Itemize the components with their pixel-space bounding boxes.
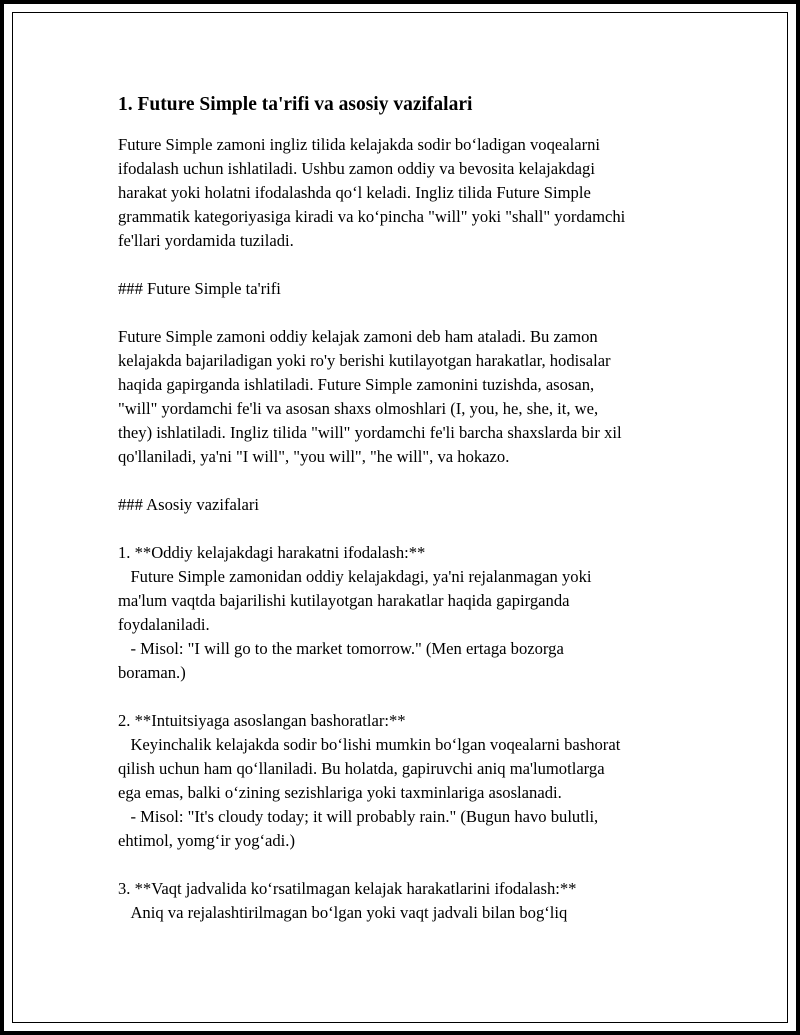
list-item-body: Keyinchalik kelajakda sodir boʻlishi mumkin boʻlgan voqealarni bashorat qilish uchun ham qoʻllaniladi. Bu holatda, gapiruvchi aniq ma'lumotlarga ega emas, balki oʻzining sezishlariga yoki taxminlariga asoslanadi.	[118, 735, 621, 802]
section-heading-definition: ### Future Simple ta'rifi	[118, 279, 281, 298]
list-item-example: - Misol: "It's cloudy today; it will probably rain." (Bugun havo bulutli, ehtimol, yomgʻir yogʻadi.)	[118, 807, 599, 850]
section-heading-functions: ### Asosiy vazifalari	[118, 495, 260, 514]
list-item-body: Aniq va rejalashtirilmagan boʻlgan yoki vaqt jadvali bilan bogʻliq	[118, 903, 568, 922]
list-item	[118, 877, 698, 925]
list-item	[118, 541, 698, 685]
document-title: 1. Future Simple ta'rifi va asosiy vazifalari	[118, 94, 473, 115]
list-item-example: - Misol: "I will go to the market tomorrow." (Men ertaga bozorga boraman.)	[118, 639, 564, 682]
list-item-heading: 3. **Vaqt jadvalida koʻrsatilmagan kelajak harakatlarini ifodalash:**	[118, 879, 577, 898]
list-item-heading: 2. **Intuitsiyaga asoslangan bashoratlar:**	[118, 711, 406, 730]
intro-paragraph: Future Simple zamoni ingliz tilida kelajakda sodir boʻladigan voqealarni ifodalash uchun ishlatiladi. Ushbu zamon oddiy va bevosita kelajakdagi harakat yoki holatni ifodalashda qoʻl keladi. Ingliz tilida Future Simple grammatik kategoriyasiga kiradi va koʻpincha "will" yoki "shall" yordamchi fe'llari yordamida tuziladi.	[118, 135, 626, 250]
document-body	[118, 92, 698, 949]
list-item	[118, 709, 698, 853]
list-item-heading: 1. **Oddiy kelajakdagi harakatni ifodalash:**	[118, 543, 426, 562]
definition-paragraph: Future Simple zamoni oddiy kelajak zamoni deb ham ataladi. Bu zamon kelajakda bajariladigan yoki ro'y berishi kutilayotgan harakatlar, hodisalar haqida gapirganda ishlatiladi. Future Simple zamonini tuzishda, asosan, "will" yordamchi fe'li va asosan shaxs olmoshlari (I, you, he, she, it, we, they) ishlatiladi. Ingliz tilida "will" yordamchi fe'li barcha shaxslarda bir xil qo'llaniladi, ya'ni "I will", "you will", "he will", va hokazo.	[118, 327, 622, 466]
list-item-body: Future Simple zamonidan oddiy kelajakdagi, ya'ni rejalanmagan yoki ma'lum vaqtda bajarilishi kutilayotgan harakatlar haqida gapirganda foydalaniladi.	[118, 567, 592, 634]
